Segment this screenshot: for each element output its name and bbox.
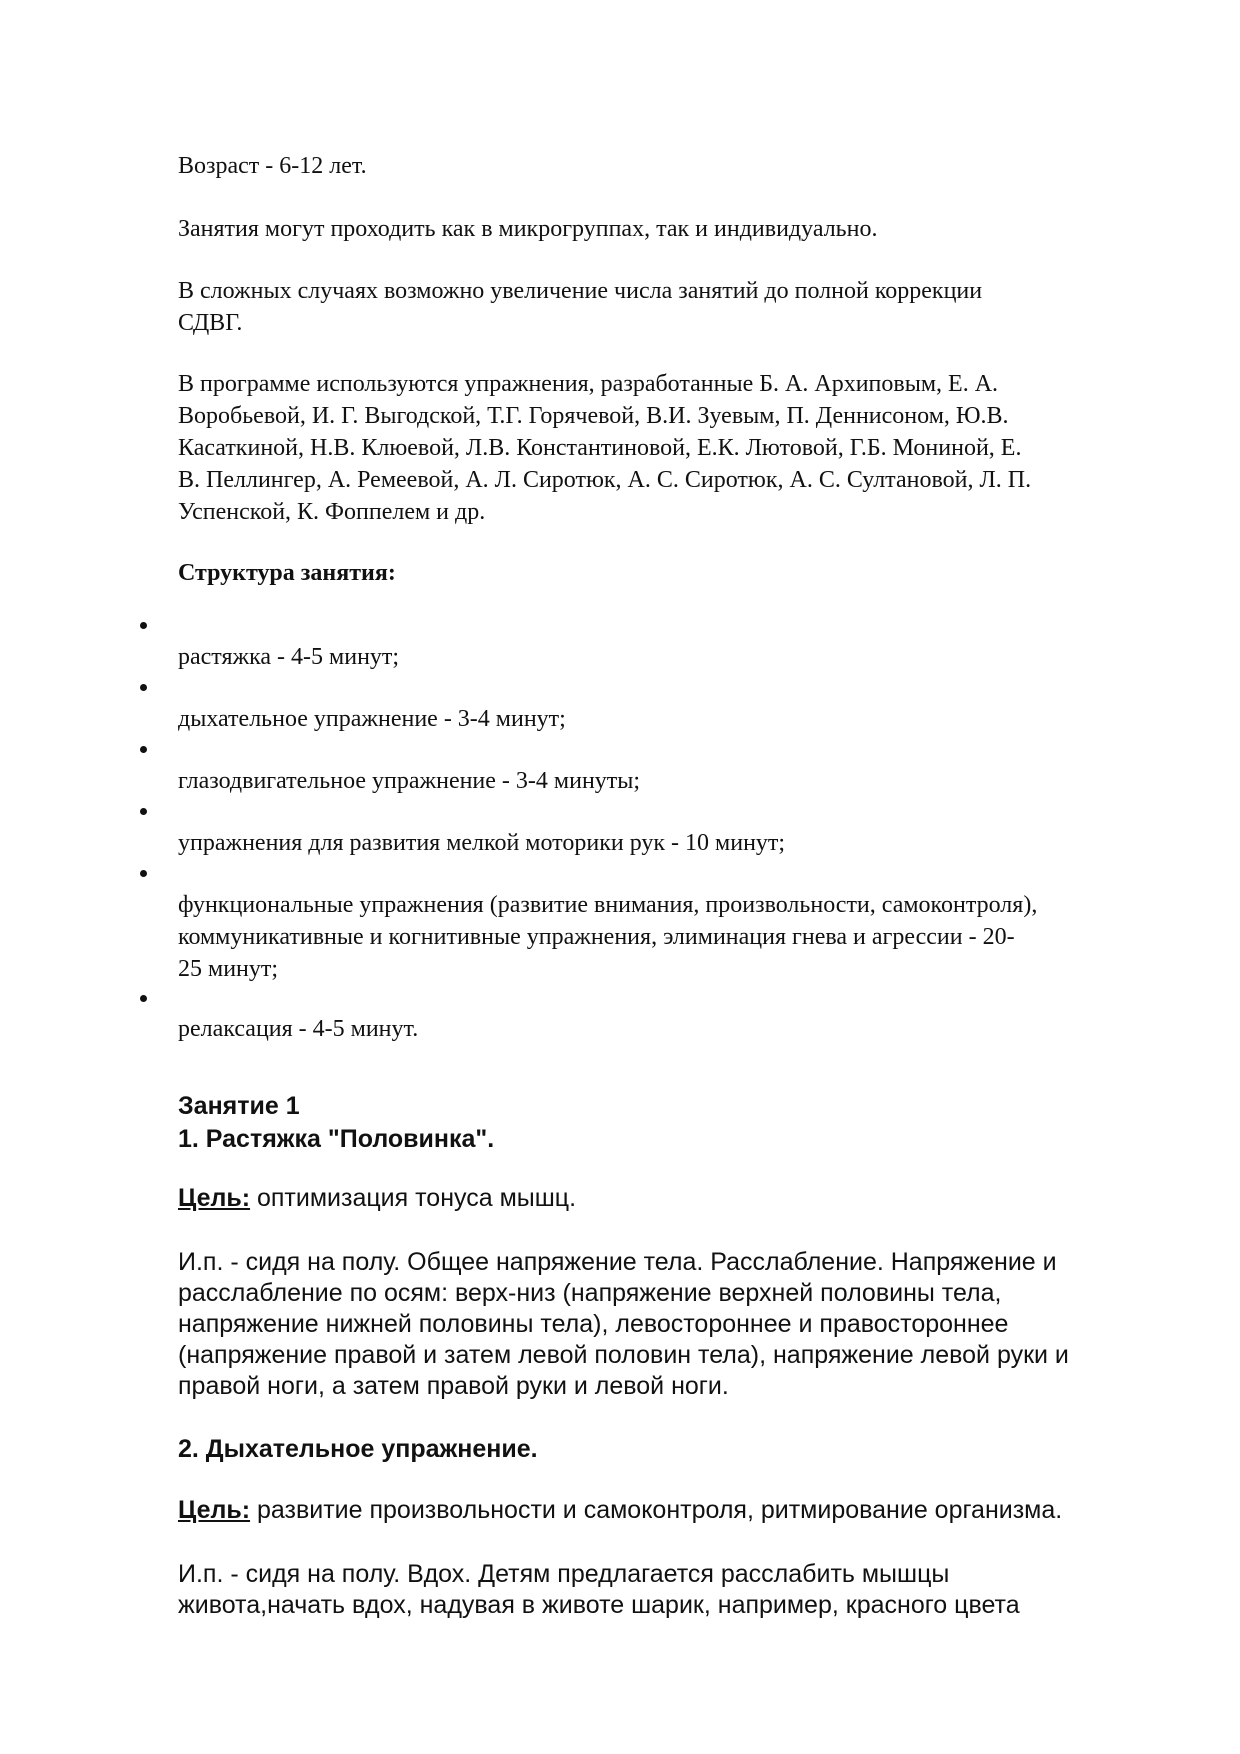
text-line: живота,начать вдох, надувая в животе шарик, например, красного цвета [178, 1591, 1020, 1619]
complex-paragraph [178, 275, 1168, 339]
text-line: 25 минут; [178, 956, 279, 982]
goal-label: Цель: [178, 1496, 251, 1524]
exercise1-description [178, 1247, 1178, 1402]
exercise2-goal [178, 1495, 1178, 1526]
text-line: расслабление по осям: верх-низ (напряжение верхней половины тела, [178, 1279, 1002, 1307]
text-line: В сложных случаях возможно увеличение числа занятий до полной коррекции [178, 278, 983, 304]
text-line: Воробьевой, И. Г. Выгодской, Т.Г. Горячевой, В.И. Зуевым, П. Деннисоном, Ю.В. [178, 403, 1009, 429]
bullet-icon [139, 683, 149, 693]
list-item: растяжка - 4-5 минут; [178, 644, 400, 670]
text-line: (напряжение правой и затем левой половин тела), напряжение левой руки и [178, 1341, 1069, 1369]
goal-label: Цель: [178, 1184, 251, 1212]
list-item [178, 889, 1168, 985]
exercise1-title: 1. Растяжка "Половинка". [178, 1125, 495, 1153]
exercise1-goal [178, 1183, 1178, 1214]
groups-paragraph: Занятия могут проходить как в микрогруппах, так и индивидуально. [178, 216, 878, 242]
text-line: В программе используются упражнения, разработанные Б. А. Архиповым, Е. А. [178, 371, 999, 397]
list-item: упражнения для развития мелкой моторики рук - 10 минут; [178, 830, 786, 856]
goal-text: оптимизация тонуса мышц. [250, 1184, 577, 1212]
text-line: И.п. - сидя на полу. Общее напряжение тела. Расслабление. Напряжение и [178, 1248, 1057, 1276]
authors-paragraph [178, 368, 1168, 528]
exercise2-description [178, 1559, 1178, 1621]
text-line: напряжение нижней половины тела), левостороннее и правостороннее [178, 1310, 1009, 1338]
text-line: СДВГ. [178, 310, 243, 336]
text-line: функциональные упражнения (развитие внимания, произвольности, самоконтроля), [178, 892, 1038, 918]
bullet-icon [139, 807, 149, 817]
list-item: релаксация - 4-5 минут. [178, 1016, 419, 1042]
text-line: В. Пеллингер, А. Ремеевой, А. Л. Сиротюк, А. С. Сиротюк, А. С. Султановой, Л. П. [178, 467, 1032, 493]
bullet-icon [139, 994, 149, 1004]
structure-heading: Структура занятия: [178, 560, 396, 586]
goal-text: развитие произвольности и самоконтроля, ритмирование организма. [250, 1496, 1063, 1524]
bullet-icon [139, 621, 149, 631]
bullet-icon [139, 745, 149, 755]
text-line: Успенской, К. Фоппелем и др. [178, 499, 486, 525]
text-line: И.п. - сидя на полу. Вдох. Детям предлагается расслабить мышцы [178, 1560, 950, 1588]
age-paragraph: Возраст - 6-12 лет. [178, 153, 367, 179]
exercise2-title: 2. Дыхательное упражнение. [178, 1435, 538, 1463]
lesson-title: Занятие 1 [178, 1092, 300, 1120]
text-line: правой ноги, а затем правой руки и левой ноги. [178, 1372, 729, 1400]
list-item: глазодвигательное упражнение - 3-4 минуты; [178, 768, 641, 794]
list-item: дыхательное упражнение - 3-4 минут; [178, 706, 566, 732]
text-line: Касаткиной, Н.В. Клюевой, Л.В. Константиновой, Е.К. Лютовой, Г.Б. Мониной, Е. [178, 435, 1022, 461]
bullet-icon [139, 869, 149, 879]
text-line: коммуникативные и когнитивные упражнения, элиминация гнева и агрессии - 20- [178, 924, 1015, 950]
